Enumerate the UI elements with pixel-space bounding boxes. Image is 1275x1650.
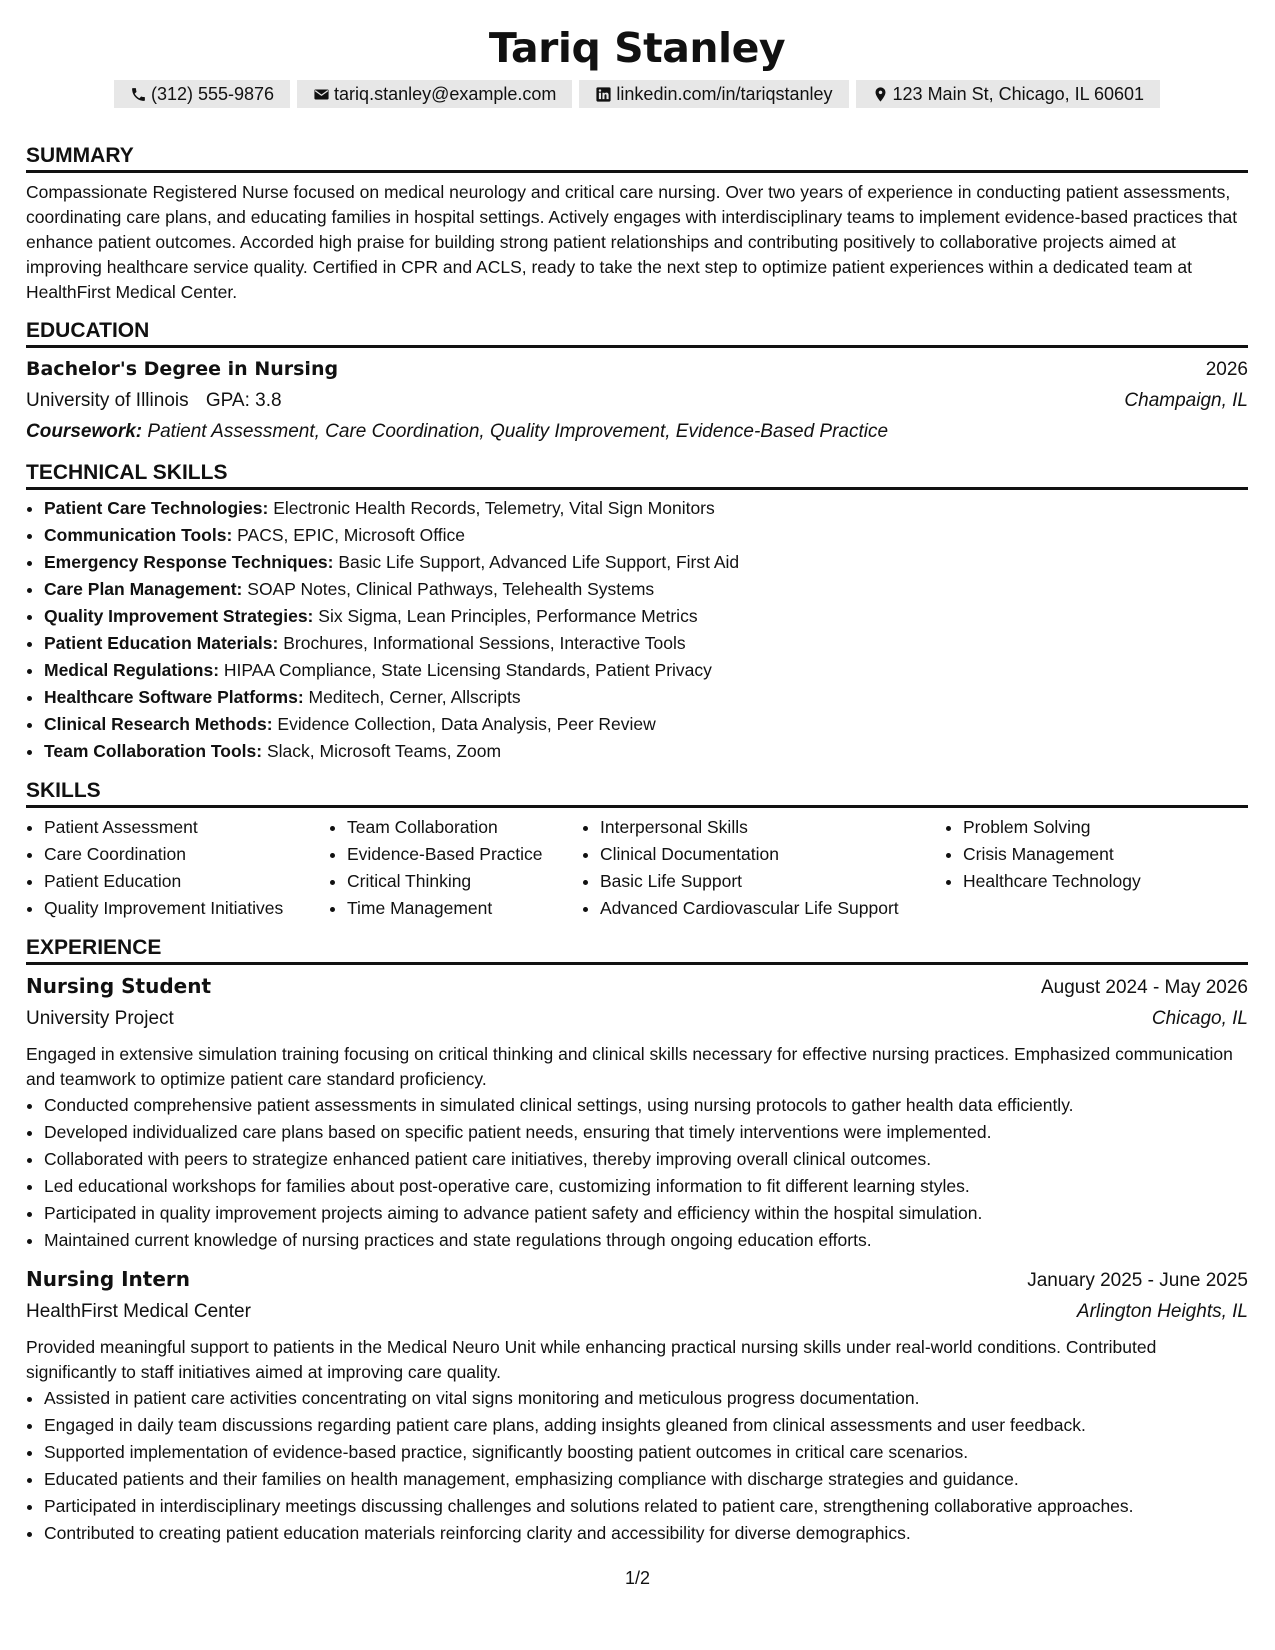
list-item: • Conducted comprehensive patient assessments in simulated clinical settings, using nursing protocols to gather health data efficiently.: [44, 1092, 1248, 1119]
job-header-row: [26, 971, 1248, 1003]
list-item: • Evidence-Based Practice: [347, 841, 582, 868]
list-item: • Developed individualized care plans based on specific patient needs, ensuring that timely interventions were implemented.: [44, 1119, 1248, 1146]
job-bullets: [26, 1092, 1248, 1254]
contact-phone-text: (312) 555-9876: [150, 84, 275, 104]
summary-section: [26, 144, 1248, 305]
job-description: Provided meaningful support to patients in the Medical Neuro Unit while enhancing practical nursing skills under real-world conditions. Contributed significantly to staff initiatives aimed at improving care quality.: [26, 1337, 1157, 1382]
experience-section: [26, 936, 1248, 1547]
list-item: • Supported implementation of evidence-based practice, significantly boosting patient outcomes in critical care scenarios.: [44, 1439, 1248, 1466]
education-section: [26, 319, 1248, 447]
coursework: [26, 416, 1248, 447]
skills-column: [26, 814, 329, 922]
education-header-row: [26, 354, 1248, 385]
list-item: • Problem Solving: [963, 814, 1203, 841]
skills-column: [582, 814, 945, 922]
job-location: Chicago, IL: [1151, 1008, 1248, 1029]
list-item: • Patient Care Technologies: Electronic Health Records, Telemetry, Vital Sign Monitors: [44, 495, 1248, 522]
contact-address-text: 123 Main St, Chicago, IL 60601: [892, 84, 1145, 104]
contact-bar: [26, 80, 1248, 108]
job-header-row: [26, 1264, 1248, 1296]
section-title: SKILLS: [26, 779, 1248, 808]
job-bullets: [26, 1385, 1248, 1547]
school-name: University of Illinois: [26, 390, 189, 411]
contact-email-text: tariq.stanley@example.com: [334, 84, 557, 104]
list-item: • Educated patients and their families on health management, emphasizing compliance with discharge strategies and guidance.: [44, 1466, 1248, 1493]
skills-grid: [26, 814, 1248, 922]
list-item: • Team Collaboration Tools: Slack, Microsoft Teams, Zoom: [44, 738, 1248, 765]
job-entry: [26, 971, 1248, 1254]
list-item: • Crisis Management: [963, 841, 1203, 868]
list-item: • Medical Regulations: HIPAA Compliance, State Licensing Standards, Patient Privacy: [44, 657, 1248, 684]
phone-icon: [130, 86, 147, 103]
education-school-row: [26, 385, 1248, 416]
graduation-year: 2026: [1205, 359, 1248, 380]
linkedin-icon: [595, 86, 612, 103]
contact-linkedin-text: linkedin.com/in/tariqstanley: [616, 84, 833, 104]
gpa: GPA: 3.8: [205, 390, 282, 411]
job-dates: August 2024 - May 2026: [1040, 977, 1248, 998]
job-org-row: [26, 1296, 1248, 1327]
job-description: Engaged in extensive simulation training focusing on critical thinking and clinical skills necessary for effective nursing practices. Emphasized communication and teamwork to optimize patient care standard proficiency.: [26, 1044, 1233, 1089]
list-item: • Contributed to creating patient education materials reinforcing clarity and accessibility for diverse demographics.: [44, 1520, 1248, 1547]
section-title: TECHNICAL SKILLS: [26, 461, 1248, 490]
job-organization: University Project: [26, 1008, 174, 1029]
job-org-row: [26, 1003, 1248, 1034]
job-organization: HealthFirst Medical Center: [26, 1301, 251, 1322]
contact-address: [856, 80, 1161, 108]
list-item: • Healthcare Software Platforms: Meditech, Cerner, Allscripts: [44, 684, 1248, 711]
job-title: Nursing Intern: [26, 1267, 191, 1291]
list-item: • Emergency Response Techniques: Basic Life Support, Advanced Life Support, First Aid: [44, 549, 1248, 576]
technical-skills-list: [26, 495, 1248, 765]
section-title: SUMMARY: [26, 144, 1248, 173]
school-location: Champaign, IL: [1124, 390, 1248, 411]
list-item: • Care Plan Management: SOAP Notes, Clinical Pathways, Telehealth Systems: [44, 576, 1248, 603]
job-title: Nursing Student: [26, 974, 211, 998]
location-icon: [872, 86, 889, 103]
list-item: • Engaged in daily team discussions regarding patient care plans, adding insights gleaned from clinical assessments and user feedback.: [44, 1412, 1248, 1439]
list-item: • Clinical Research Methods: Evidence Collection, Data Analysis, Peer Review: [44, 711, 1248, 738]
skills-column: [329, 814, 582, 922]
list-item: • Quality Improvement Strategies: Six Sigma, Lean Principles, Performance Metrics: [44, 603, 1248, 630]
list-item: • Patient Education Materials: Brochures, Informational Sessions, Interactive Tools: [44, 630, 1248, 657]
summary-text: Compassionate Registered Nurse focused on medical neurology and critical care nursing. Over two years of experience in conducting patient assessments, coordinating care plans, and educating families in hospital settings. Actively engages with interdisciplinary teams to implement evidence-based practices that enhance patient outcomes. Accorded high praise for building strong patient relationships and contributing positively to collaborative projects aimed at improving healthcare service quality. Certified in CPR and ACLS, ready to take the next step to optimize patient experiences within a dedicated team at HealthFirst Medical Center.: [26, 182, 1238, 302]
skills-column: [945, 814, 1203, 922]
coursework-label: Coursework:: [26, 421, 143, 442]
list-item: • Assisted in patient care activities concentrating on vital signs monitoring and meticulous progress documentation.: [44, 1385, 1248, 1412]
job-entry: [26, 1264, 1248, 1547]
page-indicator: 1/2: [624, 1568, 651, 1588]
email-icon: [313, 86, 330, 103]
section-title: EXPERIENCE: [26, 936, 1248, 965]
skills-section: [26, 779, 1248, 922]
list-item: • Team Collaboration: [347, 814, 582, 841]
job-location: Arlington Heights, IL: [1076, 1301, 1248, 1322]
list-item: • Care Coordination: [44, 841, 329, 868]
list-item: • Patient Assessment: [44, 814, 329, 841]
list-item: • Communication Tools: PACS, EPIC, Microsoft Office: [44, 522, 1248, 549]
list-item: • Patient Education: [44, 868, 329, 895]
list-item: • Healthcare Technology: [963, 868, 1203, 895]
list-item: • Collaborated with peers to strategize enhanced patient care initiatives, thereby improving overall clinical outcomes.: [44, 1146, 1248, 1173]
technical-skills-section: [26, 461, 1248, 765]
list-item: • Basic Life Support: [600, 868, 945, 895]
candidate-name: Tariq Stanley: [488, 24, 786, 72]
list-item: • Advanced Cardiovascular Life Support: [600, 895, 945, 922]
list-item: • Time Management: [347, 895, 582, 922]
list-item: • Led educational workshops for families about post-operative care, customizing information to fit different learning styles.: [44, 1173, 1248, 1200]
list-item: • Interpersonal Skills: [600, 814, 945, 841]
coursework-list: Patient Assessment, Care Coordination, Quality Improvement, Evidence-Based Practice: [147, 421, 889, 442]
list-item: • Clinical Documentation: [600, 841, 945, 868]
resume-page: [26, 0, 1248, 1547]
job-dates: January 2025 - June 2025: [1027, 1270, 1248, 1291]
list-item: • Participated in interdisciplinary meetings discussing challenges and solutions related to patient care, strengthening collaborative approaches.: [44, 1493, 1248, 1520]
contact-phone[interactable]: [114, 80, 290, 108]
contact-email[interactable]: [297, 80, 572, 108]
list-item: • Maintained current knowledge of nursing practices and state regulations through ongoing education efforts.: [44, 1227, 1248, 1254]
degree: Bachelor's Degree in Nursing: [26, 358, 339, 380]
section-title: EDUCATION: [26, 319, 1248, 348]
list-item: • Quality Improvement Initiatives: [44, 895, 329, 922]
list-item: • Critical Thinking: [347, 868, 582, 895]
list-item: • Participated in quality improvement projects aiming to advance patient safety and efficiency within the hospital simulation.: [44, 1200, 1248, 1227]
contact-linkedin[interactable]: [579, 80, 848, 108]
